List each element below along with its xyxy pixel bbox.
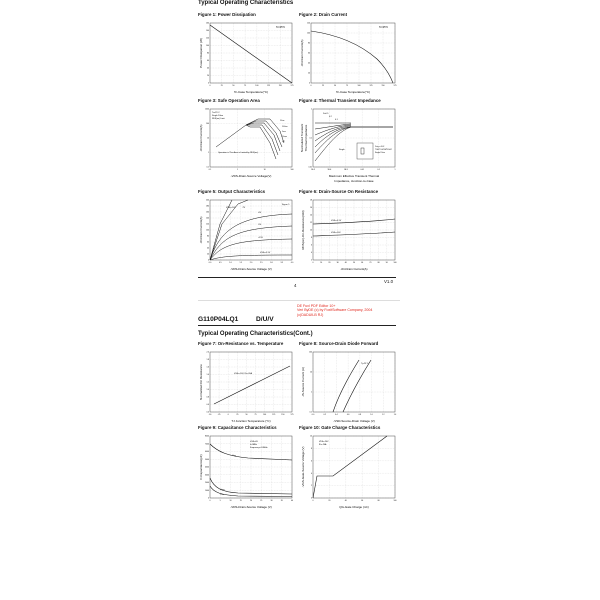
x-tick-label: 0.6 xyxy=(346,414,350,416)
chart-output-characteristics xyxy=(198,194,294,276)
footer-rule xyxy=(198,277,396,278)
grid xyxy=(207,352,294,416)
y-tick-label: 10 xyxy=(310,435,312,438)
y-tick-label: 160 xyxy=(206,211,209,214)
y-axis-label: Normalized On Resistance xyxy=(199,364,203,400)
x-tick-label: 30 xyxy=(270,500,273,502)
x-tick-label: 0 xyxy=(227,414,229,416)
figure-5 xyxy=(198,189,294,276)
x-tick-label: 0.5 xyxy=(219,262,222,264)
x-tick-label: 1.5 xyxy=(239,262,242,264)
figure-7 xyxy=(198,341,294,426)
package: D/U/V xyxy=(256,316,274,323)
x-tick-label: 0.1 xyxy=(377,169,380,171)
svg-text:1ms: 1ms xyxy=(282,131,286,133)
x-tick-label: 100 xyxy=(263,414,267,416)
y-tick-label: 120 xyxy=(206,37,209,40)
x-tick-label: 0.0 xyxy=(311,414,315,416)
x-tick-label: 20 xyxy=(250,500,252,502)
y-tick-label: 160 xyxy=(206,22,209,25)
grid xyxy=(205,436,293,502)
y-tick-label: 0.8 xyxy=(206,396,209,399)
y-tick-label: 3000 xyxy=(205,474,209,477)
figure-6 xyxy=(299,189,399,276)
y-axis-label: RDS(on)-On-Resistance(mΩ) xyxy=(301,210,305,250)
y-axis-label: C-Capacitance(pF) xyxy=(199,454,203,480)
svg-text:D=0.5: D=0.5 xyxy=(323,113,329,115)
y-tick-label: 2000 xyxy=(205,482,209,485)
svg-text:-5V: -5V xyxy=(258,224,262,226)
y-tick-label: 4 xyxy=(311,252,312,255)
x-tick-label: 4.0 xyxy=(290,262,294,264)
legend: Tc=25°C xyxy=(379,26,389,29)
y-tick-label: 120 xyxy=(206,223,209,226)
figure-title: Figure 7: On-Resistance vs. Temperature xyxy=(198,341,284,346)
x-axis-label: -VDS-Drain-Source Voltage(V) xyxy=(230,174,272,178)
grid xyxy=(206,200,293,264)
y-axis-label: -IS-Source Current (A) xyxy=(301,366,305,398)
x-tick-label: 1E-4 xyxy=(327,169,332,171)
y-tick-label: 60 xyxy=(207,241,209,244)
y-tick-label: 2.0 xyxy=(206,351,209,354)
y-tick-label: 5000 xyxy=(205,458,209,461)
y-tick-label: 80 xyxy=(207,235,209,238)
svg-text:-6V: -6V xyxy=(258,212,262,214)
y-tick-label: 1.0 xyxy=(206,389,209,392)
y-tick-label: 1.8 xyxy=(206,359,209,362)
x-tick-label: 50 xyxy=(232,85,235,87)
y-tick-label: 6 xyxy=(311,460,312,463)
x-tick-label: -25 xyxy=(217,414,221,416)
svg-text:VGS=-4.5V: VGS=-4.5V xyxy=(331,220,342,222)
y-tick-label: 0.01 xyxy=(308,166,312,169)
svg-text:Single: Single xyxy=(339,149,345,151)
x-tick-label: 0.0 xyxy=(208,262,212,264)
chart-drain-current xyxy=(299,17,399,99)
y-tick-label: 10 xyxy=(310,371,312,374)
x-tick-label: 1 xyxy=(236,169,238,171)
x-tick-label: 30 xyxy=(336,262,339,264)
x-tick-label: 80 xyxy=(377,500,380,502)
legend: Tc=25°C xyxy=(276,26,286,29)
y-tick-label: 180 xyxy=(206,205,209,208)
y-tick-label: 6000 xyxy=(205,451,209,454)
x-tick-label: 50 xyxy=(245,414,248,416)
x-tick-label: 5 xyxy=(219,500,221,502)
y-tick-label: 7000 xyxy=(205,443,209,446)
diode-curve-2 xyxy=(343,360,371,412)
x-tick-label: 10 xyxy=(263,169,266,171)
y-tick-label: 100 xyxy=(206,123,209,126)
y-tick-label: 80 xyxy=(308,42,310,45)
x-tick-label: 0 xyxy=(312,500,314,502)
figure-8 xyxy=(299,341,399,426)
chart-power-dissipation xyxy=(198,17,294,99)
svg-text:Ciss: Ciss xyxy=(232,455,236,457)
x-tick-label: 25 xyxy=(322,85,324,87)
x-axis-label: Maximum Effective Transient Thermal xyxy=(328,174,380,178)
x-tick-label: 75 xyxy=(254,414,257,416)
page-number: 4 xyxy=(294,283,297,288)
x-tick-label: 1E-3 xyxy=(343,169,348,171)
y-tick-label: 12 xyxy=(310,222,312,225)
x-tick-label: 2.0 xyxy=(249,262,253,264)
y-tick-label: 4000 xyxy=(205,466,209,469)
figure-1 xyxy=(198,12,294,99)
svg-text:VGS=-3.5V: VGS=-3.5V xyxy=(260,252,271,254)
annotation: Operation in This Area is Limited by RDS(on) xyxy=(218,152,258,154)
figure-title: Figure 6: Drain-Source On Resistance xyxy=(299,189,379,194)
chart-on-resistance xyxy=(299,194,399,276)
y-axis-label: -ID-Drain Current(A) xyxy=(199,124,203,152)
y-tick-label: 8 xyxy=(311,237,312,240)
x-tick-label: 125 xyxy=(267,85,271,87)
svg-text:VGS=0V: VGS=0V xyxy=(250,441,258,443)
chart-diode-forward xyxy=(299,346,399,426)
x-tick-label: 3.5 xyxy=(280,262,283,264)
svg-text:10us: 10us xyxy=(280,120,285,122)
svg-text:Single Pulse: Single Pulse xyxy=(375,152,385,154)
x-axis-label: -VDS-Drain-Source Voltage (V) xyxy=(230,505,272,509)
x-axis-label: QG-Gate Charge (nC) xyxy=(339,505,369,509)
y-tick-label: 8000 xyxy=(205,435,209,438)
chart-capacitance xyxy=(198,430,294,512)
x-tick-label: 0.4 xyxy=(335,414,338,416)
x-tick-label: 150 xyxy=(281,414,285,416)
x-tick-label: 100 xyxy=(255,85,259,87)
x-tick-label: 1.0 xyxy=(229,262,232,264)
x-axis-label: Tc-Case Temperature(°C) xyxy=(336,90,370,94)
x-tick-label: 75 xyxy=(346,85,348,87)
y-tick-label: 140 xyxy=(206,30,209,33)
svg-text:0.2: 0.2 xyxy=(329,116,332,118)
page-separator xyxy=(198,300,400,301)
part-number: G110P04LQ1 xyxy=(198,316,239,323)
y-tick-label: 10 xyxy=(310,229,312,232)
diode-curve-1 xyxy=(333,360,359,412)
y-tick-label: 18 xyxy=(310,199,312,202)
y-tick-label: 1.2 xyxy=(206,381,209,384)
svg-text:DC: DC xyxy=(282,141,285,143)
grid xyxy=(309,352,396,416)
header-rule xyxy=(198,325,396,326)
x-tick-label: 0 xyxy=(209,500,211,502)
x-tick-label: 0 xyxy=(310,85,312,87)
x-tick-label: 50 xyxy=(334,85,336,87)
svg-text:Thermal Impedance: Thermal Impedance xyxy=(304,124,308,152)
x-tick-label: 1.2 xyxy=(382,414,385,416)
x-tick-label: 70 xyxy=(369,262,372,264)
x-tick-label: 25 xyxy=(220,85,223,87)
y-tick-label: 0.6 xyxy=(206,404,209,407)
y-tick-label: 200 xyxy=(206,199,209,202)
svg-text:Impedance, Junction-to-Case: Impedance, Junction-to-Case xyxy=(334,179,374,183)
y-tick-label: 20 xyxy=(207,253,209,256)
x-tick-label: 0.1 xyxy=(208,169,212,171)
x-tick-label: 175 xyxy=(290,85,294,87)
y-tick-label: 140 xyxy=(206,217,209,220)
x-axis-label: -VSD-Source-Drain Voltage (V) xyxy=(333,419,375,423)
y-tick-label: 0 xyxy=(208,82,209,85)
x-tick-label: 100 xyxy=(393,262,397,264)
y-tick-label: 1 xyxy=(311,391,312,394)
y-tick-label: 0.1 xyxy=(206,166,209,169)
y-tick-label: 16 xyxy=(310,207,312,210)
y-axis-label: Normalized Transient xyxy=(300,123,304,153)
grid xyxy=(206,23,294,87)
x-tick-label: 0.01 xyxy=(360,169,364,171)
svg-text:Frequency=1.0MHz: Frequency=1.0MHz xyxy=(250,447,268,449)
x-axis-label: -ID-Drain Current(A) xyxy=(340,267,368,271)
x-axis-label: Tc-Case Temperature(°C) xyxy=(234,90,268,94)
x-tick-label: 20 xyxy=(328,500,331,502)
svg-text:-7V: -7V xyxy=(242,207,246,209)
figure-title: Figure 9: Capacitance Characteristics xyxy=(198,425,277,430)
x-tick-label: 100 xyxy=(393,500,397,502)
x-tick-label: 0 xyxy=(312,262,314,264)
y-tick-label: 0.1 xyxy=(309,411,312,414)
x-tick-label: 0.8 xyxy=(358,414,362,416)
document-header xyxy=(198,316,274,323)
grid xyxy=(307,23,397,87)
y-tick-label: 0.1 xyxy=(309,137,312,140)
svg-text:VDS=-20V: VDS=-20V xyxy=(319,441,329,443)
section-title: Typical Operating Characteristics(Cont.) xyxy=(198,331,313,337)
x-tick-label: 125 xyxy=(272,414,276,416)
x-tick-label: 1.0 xyxy=(370,414,373,416)
svg-text:Tj=25°C: Tj=25°C xyxy=(361,363,369,365)
figure-4 xyxy=(299,98,399,195)
y-tick-label: 1.6 xyxy=(206,366,209,369)
x-tick-label: 175 xyxy=(290,414,294,416)
y-tick-label: 1.4 xyxy=(206,374,209,377)
svg-text:Coss: Coss xyxy=(220,489,225,491)
y-tick-label: 60 xyxy=(308,52,310,55)
svg-text:f=1MHz: f=1MHz xyxy=(250,444,257,446)
svg-text:Crss: Crss xyxy=(220,494,225,496)
svg-text:ID=-20A: ID=-20A xyxy=(319,444,327,446)
y-tick-label: 120 xyxy=(307,22,310,25)
svg-text:TJM-TC=PDM*ZthJC: TJM-TC=PDM*ZthJC xyxy=(375,149,393,151)
y-tick-label: 20 xyxy=(207,75,209,78)
svg-text:-4.5V: -4.5V xyxy=(258,237,263,239)
x-tick-label: 90 xyxy=(385,262,388,264)
svg-text:Duty = t1/t2: Duty = t1/t2 xyxy=(375,146,385,148)
svg-text:Figure 5: Figure 5 xyxy=(282,204,290,206)
chart-thermal-impedance xyxy=(299,103,399,195)
x-tick-label: 10 xyxy=(229,500,232,502)
x-tick-label: 1 xyxy=(394,169,396,171)
x-tick-label: 100 xyxy=(290,169,294,171)
svg-text:0.1: 0.1 xyxy=(335,119,338,121)
y-tick-label: 1 xyxy=(208,152,209,155)
x-tick-label: 2.5 xyxy=(260,262,263,264)
x-tick-label: 175 xyxy=(393,85,397,87)
y-tick-label: 4 xyxy=(311,472,312,475)
power-curve xyxy=(210,25,292,83)
y-tick-label: 0 xyxy=(311,497,312,500)
y-tick-label: 14 xyxy=(310,214,312,217)
x-tick-label: 40 xyxy=(291,500,293,502)
figure-title: Figure 10: Gate Charge Characteristics xyxy=(299,425,381,430)
figure-title: Figure 1: Power Dissipation xyxy=(198,12,256,17)
svg-text:VGS=-10V: VGS=-10V xyxy=(331,232,341,234)
svg-text:VGS=-10V: VGS=-10V xyxy=(226,207,236,209)
y-tick-label: 100 xyxy=(206,45,209,48)
x-tick-label: 60 xyxy=(361,500,364,502)
y-tick-label: 1000 xyxy=(205,108,209,111)
y-tick-label: 2 xyxy=(311,259,312,262)
x-tick-label: 1E-5 xyxy=(311,169,315,171)
x-tick-label: 35 xyxy=(280,500,283,502)
figure-title: Figure 4: Thermal Transient Impedance xyxy=(299,98,381,103)
x-tick-label: 25 xyxy=(260,500,263,502)
svg-text:Single Pulse: Single Pulse xyxy=(212,115,224,117)
y-axis-label: Power Dissipation (W) xyxy=(199,38,203,68)
y-tick-label: 6 xyxy=(311,244,312,247)
revision: V1.0 xyxy=(384,279,394,284)
y-tick-label: 40 xyxy=(308,62,310,65)
chart-on-resistance-vs-temp xyxy=(198,346,294,426)
figure-9 xyxy=(198,425,294,512)
x-tick-label: 40 xyxy=(344,262,347,264)
y-tick-label: 2 xyxy=(311,485,312,488)
x-tick-label: 80 xyxy=(377,262,380,264)
y-tick-label: 10 xyxy=(207,137,209,140)
x-tick-label: 15 xyxy=(239,500,242,502)
x-tick-label: 20 xyxy=(328,262,331,264)
figure-3 xyxy=(198,98,294,185)
chart-gate-charge xyxy=(299,430,399,512)
svg-text:Tc=25°C: Tc=25°C xyxy=(212,112,220,114)
x-tick-label: 40 xyxy=(344,500,347,502)
x-tick-label: 50 xyxy=(353,262,355,264)
x-tick-label: 10 xyxy=(320,262,323,264)
figure-title: Figure 3: Safe Operation Area xyxy=(198,98,260,103)
y-tick-label: 100 xyxy=(206,229,209,232)
x-axis-label: -VDS-Drain-Source Voltage (V) xyxy=(230,267,272,271)
x-tick-label: 150 xyxy=(278,85,282,87)
grid xyxy=(310,200,397,264)
x-tick-label: 1.4 xyxy=(393,414,397,416)
drain-current-curve xyxy=(311,31,393,83)
y-tick-label: 0.4 xyxy=(206,411,209,414)
y-axis-label: -ID-Drain Current(A) xyxy=(199,216,203,244)
x-tick-label: -50 xyxy=(208,414,212,416)
grid xyxy=(309,109,396,171)
y-tick-label: 40 xyxy=(207,67,209,70)
x-tick-label: 150 xyxy=(381,85,385,87)
svg-text:VGS=-10V, ID=-20A: VGS=-10V, ID=-20A xyxy=(234,373,252,375)
svg-text:100us: 100us xyxy=(282,126,288,128)
x-tick-label: 0 xyxy=(209,85,211,87)
zth-single xyxy=(315,127,393,161)
y-tick-label: 100 xyxy=(307,32,310,35)
y-tick-label: 8 xyxy=(311,448,312,450)
x-tick-label: 0.2 xyxy=(323,414,326,416)
figure-title: Figure 2: Drain Current xyxy=(299,12,348,17)
svg-text:RDS(on) Limit: RDS(on) Limit xyxy=(212,118,225,120)
y-tick-label: 1000 xyxy=(205,489,209,492)
x-tick-label: 25 xyxy=(236,414,239,416)
y-tick-label: 100 xyxy=(309,351,312,354)
x-tick-label: 75 xyxy=(244,85,247,87)
pulse-inset xyxy=(357,143,373,159)
y-tick-label: 0 xyxy=(309,82,310,85)
y-tick-label: 80 xyxy=(207,52,209,55)
x-tick-label: 60 xyxy=(361,262,364,264)
y-tick-label: 0 xyxy=(208,259,209,262)
y-tick-label: 40 xyxy=(207,247,209,250)
y-tick-label: 1 xyxy=(311,108,312,111)
y-tick-label: 60 xyxy=(207,60,209,63)
section-title: Typical Operating Characteristics xyxy=(198,0,294,6)
svg-text:10ms: 10ms xyxy=(282,136,287,138)
watermark: DE Fuxl PDF Editor 10+ Veri ByDE (c) by FoxitSoftware Company, 2004 (c)DADUILB RJ) xyxy=(297,304,373,317)
x-tick-label: 100 xyxy=(357,85,361,87)
chart-safe-operation-area xyxy=(198,103,294,185)
figure-title: Figure 8: Source-Drain Diode Forward xyxy=(299,341,379,346)
zth-d002 xyxy=(315,127,351,147)
x-tick-label: 125 xyxy=(369,85,373,87)
x-tick-label: 3.0 xyxy=(270,262,273,264)
y-tick-label: 0 xyxy=(208,497,209,500)
figure-title: Figure 5: Output Characteristics xyxy=(198,189,266,194)
y-axis-label: -ID-Drain Current(A) xyxy=(300,39,304,67)
figure-2 xyxy=(299,12,399,99)
figure-10 xyxy=(299,425,399,512)
x-axis-label: TJ Junction Temperature (°C) xyxy=(231,419,271,423)
norm-rdson-curve xyxy=(214,366,290,404)
y-axis-label: -VGS-Gate-Source Voltage (V) xyxy=(301,446,305,488)
y-tick-label: 20 xyxy=(308,72,310,75)
